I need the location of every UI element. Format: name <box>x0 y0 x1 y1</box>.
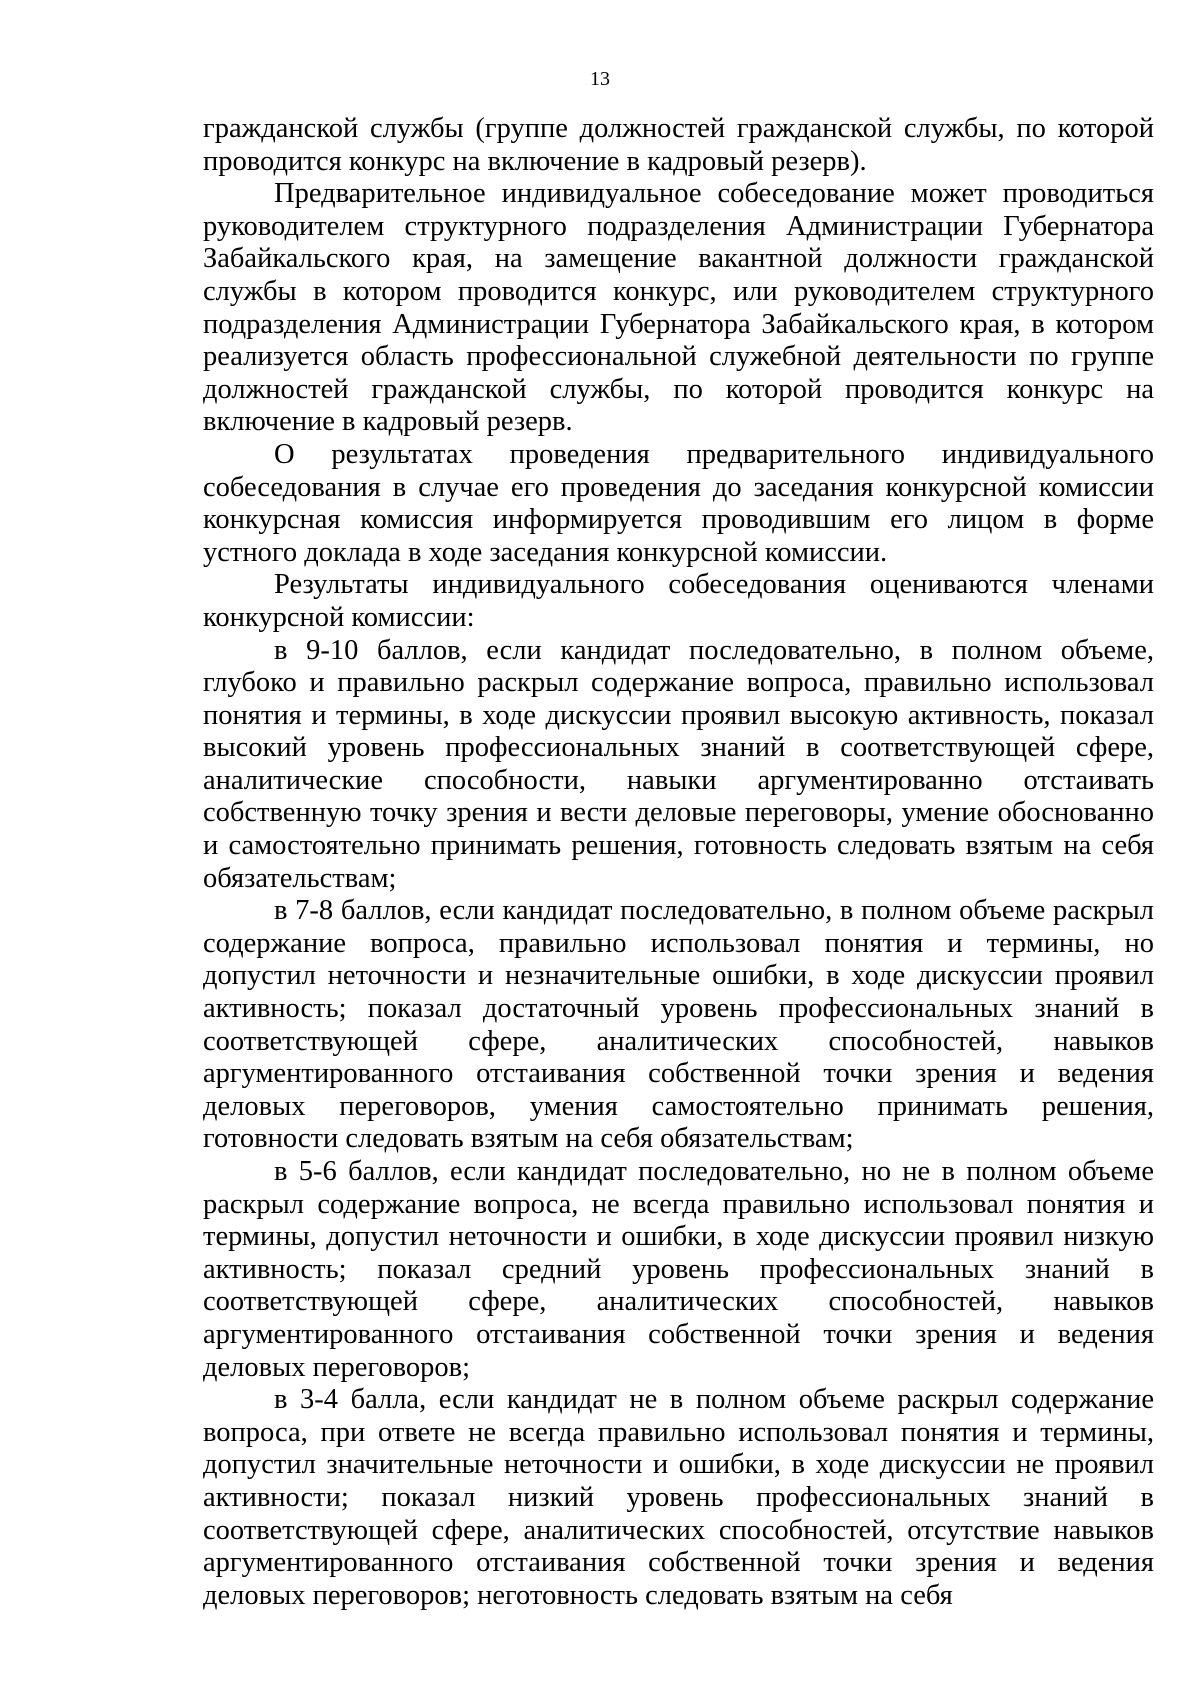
paragraph-group-clause-end: гражданской службы (группе должностей гражданской службы, по которой проводится конкурс на включение в кадровый резерв). <box>203 113 1154 177</box>
paragraph-score-7-8: в 7-8 баллов, если кандидат последовательно, в полном объеме раскрыл содержание вопроса, правильно использовал понятия и термины, но допустил неточности и незначительные ошибки, в ходе дискуссии проявил активность; показал достаточный уровень профессиональных знаний в соответствующей сфере, аналитических способностей, навыков аргументированного отстаивания собственной точки зрения и ведения деловых переговоров, умения самостоятельно принимать решения, готовности следовать взятым на себя обязательствам; <box>203 895 1154 1155</box>
document-body <box>203 113 1154 1612</box>
paragraph-evaluation-intro: Результаты индивидуального собеседования оцениваются членами конкурсной комиссии: <box>203 569 1154 633</box>
paragraph-preliminary-interview: Предварительное индивидуальное собеседование может проводиться руководителем структурного подразделения Администрации Губернатора Забайкальского края, на замещение вакантной должности гражданской службы в котором проводится конкурс, или руководителем структурного подразделения Администрации Губернатора Забайкальского края, в котором реализуется область профессиональной служебной деятельности по группе должностей гражданской службы, по которой проводится конкурс на включение в кадровый резерв. <box>203 178 1154 438</box>
page-number: 13 <box>590 68 610 90</box>
paragraph-score-3-4: в 3-4 балла, если кандидат не в полном объеме раскрыл содержание вопроса, при ответе не всегда правильно использовал понятия и термины, допустил значительные неточности и ошибки, в ходе дискуссии не проявил активности; показал низкий уровень профессиональных знаний в соответствующей сфере, аналитических способностей, отсутствие навыков аргументированного отстаивания собственной точки зрения и ведения деловых переговоров; неготовность следовать взятым на себя <box>203 1384 1154 1611</box>
paragraph-interview-results-report: О результатах проведения предварительного индивидуального собеседования в случае его проведения до заседания конкурсной комиссии конкурсная комиссия информируется проводившим его лицом в форме устного доклада в ходе заседания конкурсной комиссии. <box>203 438 1154 568</box>
paragraph-score-5-6: в 5-6 баллов, если кандидат последовательно, но не в полном объеме раскрыл содержание вопроса, не всегда правильно использовал понятия и термины, допустил неточности и ошибки, в ходе дискуссии проявил низкую активность; показал средний уровень профессиональных знаний в соответствующей сфере, аналитических способностей, навыков аргументированного отстаивания собственной точки зрения и ведения деловых переговоров; <box>203 1156 1154 1383</box>
paragraph-score-9-10: в 9-10 баллов, если кандидат последовательно, в полном объеме, глубоко и правильно раскрыл содержание вопроса, правильно использовал понятия и термины, в ходе дискуссии проявил высокую активность, показал высокий уровень профессиональных знаний в соответствующей сфере, аналитические способности, навыки аргументированно отстаивать собственную точку зрения и вести деловые переговоры, умение обоснованно и самостоятельно принимать решения, готовность следовать взятым на себя обязательствам; <box>203 634 1154 894</box>
